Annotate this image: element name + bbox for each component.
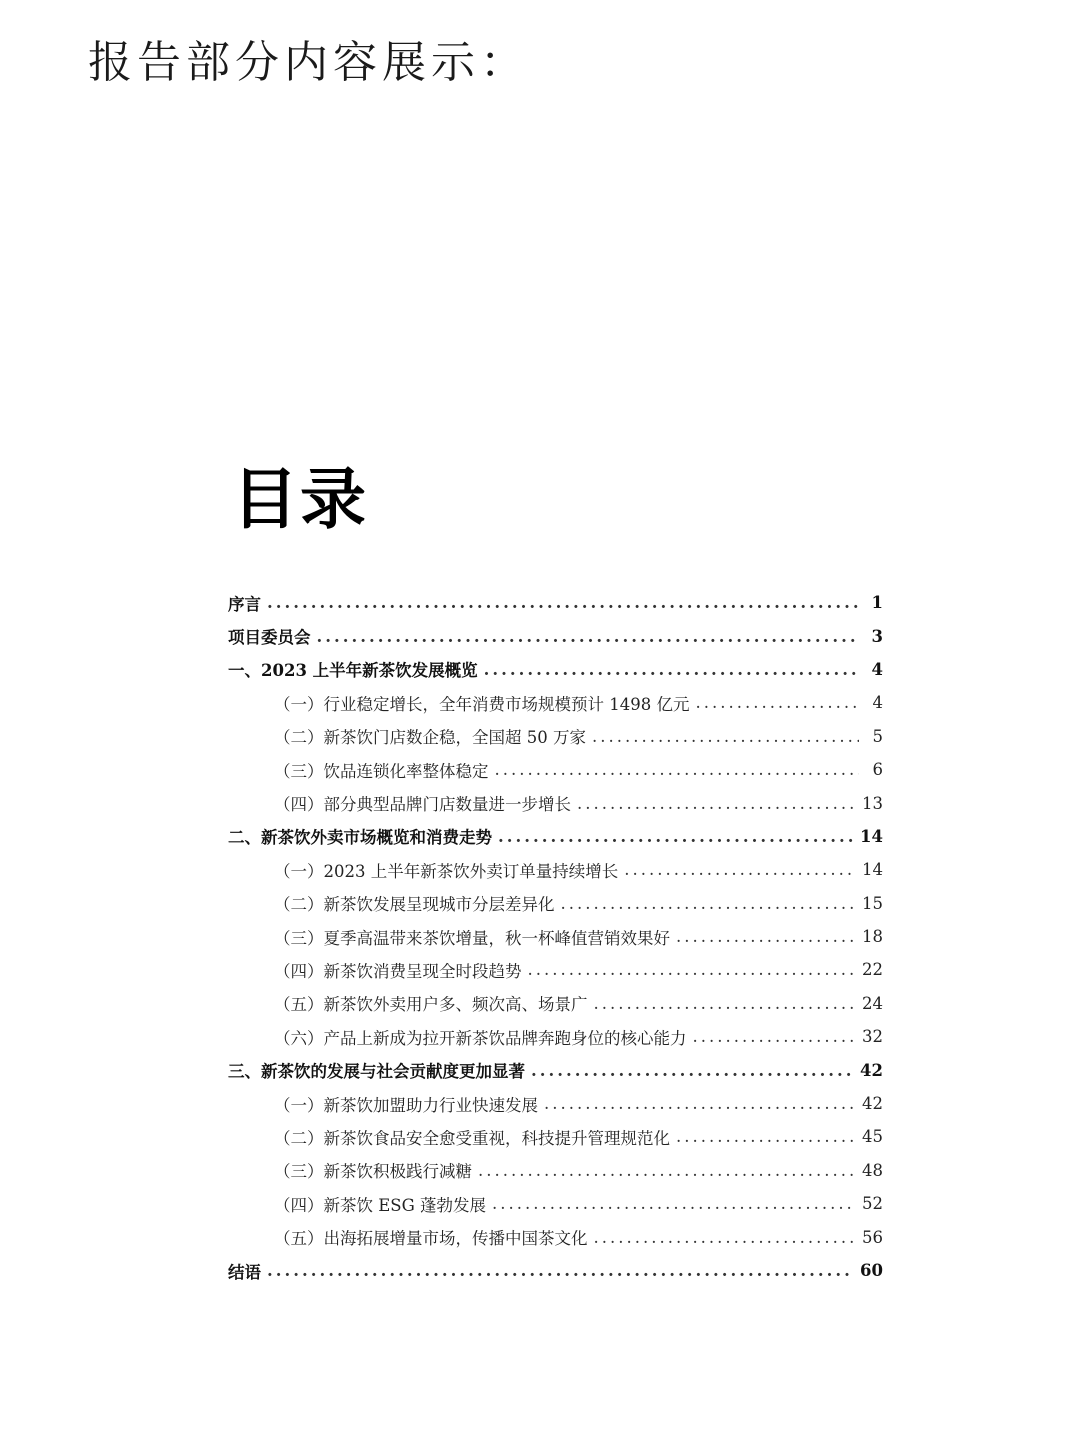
toc-entry-text: （一）行业稳定增长，全年消费市场规模预计 1498 亿元 [274, 694, 690, 714]
toc-page-number: 56 [862, 1227, 883, 1247]
toc-section-entry[interactable] [228, 619, 883, 652]
toc-entry-text: （四）新茶饮 ESG 蓬勃发展 [274, 1195, 487, 1215]
toc-page-number: 13 [862, 793, 883, 813]
toc-entry-text: （五）出海拓展增量市场，传播中国茶文化 [274, 1229, 588, 1249]
toc-dot-leader [317, 627, 860, 646]
toc-dot-leader [531, 1061, 854, 1080]
toc-dot-leader [492, 1194, 856, 1213]
toc-page-number: 15 [862, 893, 883, 913]
toc-entry-text: 结语 [228, 1262, 261, 1282]
toc-entry-text: （二）新茶饮食品安全愈受重视，科技提升管理规范化 [274, 1128, 670, 1148]
toc-page-number: 4 [872, 693, 883, 713]
toc-dot-leader [592, 727, 859, 746]
toc-dot-leader [676, 927, 856, 946]
toc-subsection-entry[interactable] [228, 1187, 883, 1220]
toc-entry-text: 项目委员会 [228, 628, 311, 648]
toc-page-number: 60 [860, 1261, 883, 1280]
toc-subsection-entry[interactable] [228, 1120, 883, 1153]
toc-dot-leader [577, 794, 856, 813]
toc-page-number: 24 [862, 993, 883, 1013]
toc-dot-leader [478, 1161, 856, 1180]
toc-page-number: 5 [872, 726, 883, 746]
toc-subsection-entry[interactable] [228, 1154, 883, 1187]
toc-subsection-entry[interactable] [228, 1020, 883, 1053]
toc-dot-leader [594, 994, 857, 1013]
toc-entry-text: （一）2023 上半年新茶饮外卖订单量持续增长 [274, 861, 619, 881]
toc-page-number: 14 [860, 826, 883, 846]
toc-page-number: 48 [862, 1160, 883, 1180]
toc-page-number: 22 [862, 960, 883, 980]
toc-dot-leader [484, 660, 859, 679]
toc-section-entry[interactable] [228, 820, 883, 853]
toc-dot-leader [495, 760, 860, 779]
toc-page-number: 52 [862, 1194, 883, 1214]
toc-dot-leader [594, 1228, 857, 1247]
toc-subsection-entry[interactable] [228, 686, 883, 719]
toc-subsection-entry[interactable] [228, 920, 883, 953]
toc-subsection-entry[interactable] [228, 753, 883, 786]
toc-title: 目录 [232, 461, 368, 538]
toc-page-number: 42 [862, 1094, 883, 1114]
toc-page-number: 6 [872, 760, 883, 780]
toc-subsection-entry[interactable] [228, 1087, 883, 1120]
toc-page-number: 32 [862, 1027, 883, 1047]
toc-section-entry[interactable] [228, 1053, 883, 1086]
toc-page-number: 42 [860, 1060, 883, 1080]
toc-entry-text: 三、新茶饮的发展与社会贡献度更加显著 [228, 1062, 525, 1082]
toc-subsection-entry[interactable] [228, 786, 883, 819]
toc-page-number: 4 [871, 659, 883, 679]
toc-dot-leader [544, 1094, 856, 1113]
toc-entry-text: （四）部分典型品牌门店数量进一步增长 [274, 795, 571, 815]
toc-page-number: 18 [862, 927, 883, 947]
toc-subsection-entry[interactable] [228, 1220, 883, 1253]
toc-subsection-entry[interactable] [228, 720, 883, 753]
toc-subsection-entry[interactable] [228, 853, 883, 886]
toc-dot-leader [693, 1027, 857, 1046]
toc-page-number: 45 [862, 1127, 883, 1147]
toc-entry-text: （二）新茶饮发展呈现城市分层差异化 [274, 895, 555, 915]
toc-dot-leader [267, 593, 859, 612]
toc-dot-leader [695, 693, 859, 712]
toc-entry-text: 二、新茶饮外卖市场概览和消费走势 [228, 828, 492, 848]
toc-dot-leader [561, 894, 857, 913]
page-header-title: 报告部分内容展示： [88, 37, 529, 88]
toc-subsection-entry[interactable] [228, 953, 883, 986]
toc-subsection-entry[interactable] [228, 887, 883, 920]
toc-dot-leader [528, 960, 857, 979]
toc-page-number: 14 [862, 860, 883, 880]
toc-page-number: 1 [871, 593, 883, 613]
toc-entry-text: （三）夏季高温带来茶饮增量，秋一杯峰值营销效果好 [274, 928, 670, 948]
toc-subsection-entry[interactable] [228, 987, 883, 1020]
toc-entry-text: （三）新茶饮积极践行减糖 [274, 1162, 472, 1182]
toc-dot-leader [676, 1127, 856, 1146]
toc-entry-text: （六）产品上新成为拉开新茶饮品牌奔跑身位的核心能力 [274, 1028, 687, 1048]
table-of-contents [228, 586, 883, 1287]
toc-page-number: 3 [871, 626, 883, 646]
toc-dot-leader [498, 827, 854, 846]
toc-section-entry[interactable] [228, 1254, 883, 1287]
toc-entry-text: （四）新茶饮消费呈现全时段趋势 [274, 961, 522, 981]
toc-entry-text: （五）新茶饮外卖用户多、频次高、场景广 [274, 995, 588, 1015]
toc-section-entry[interactable] [228, 653, 883, 686]
toc-entry-text: （三）饮品连锁化率整体稳定 [274, 761, 489, 781]
toc-entry-text: （一）新茶饮加盟助力行业快速发展 [274, 1095, 538, 1115]
toc-entry-text: 序言 [228, 594, 261, 614]
toc-entry-text: 一、2023 上半年新茶饮发展概览 [228, 661, 478, 681]
toc-entry-text: （二）新茶饮门店数企稳，全国超 50 万家 [274, 728, 586, 748]
toc-dot-leader [267, 1261, 854, 1280]
toc-section-entry[interactable] [228, 586, 883, 619]
toc-dot-leader [624, 860, 856, 879]
